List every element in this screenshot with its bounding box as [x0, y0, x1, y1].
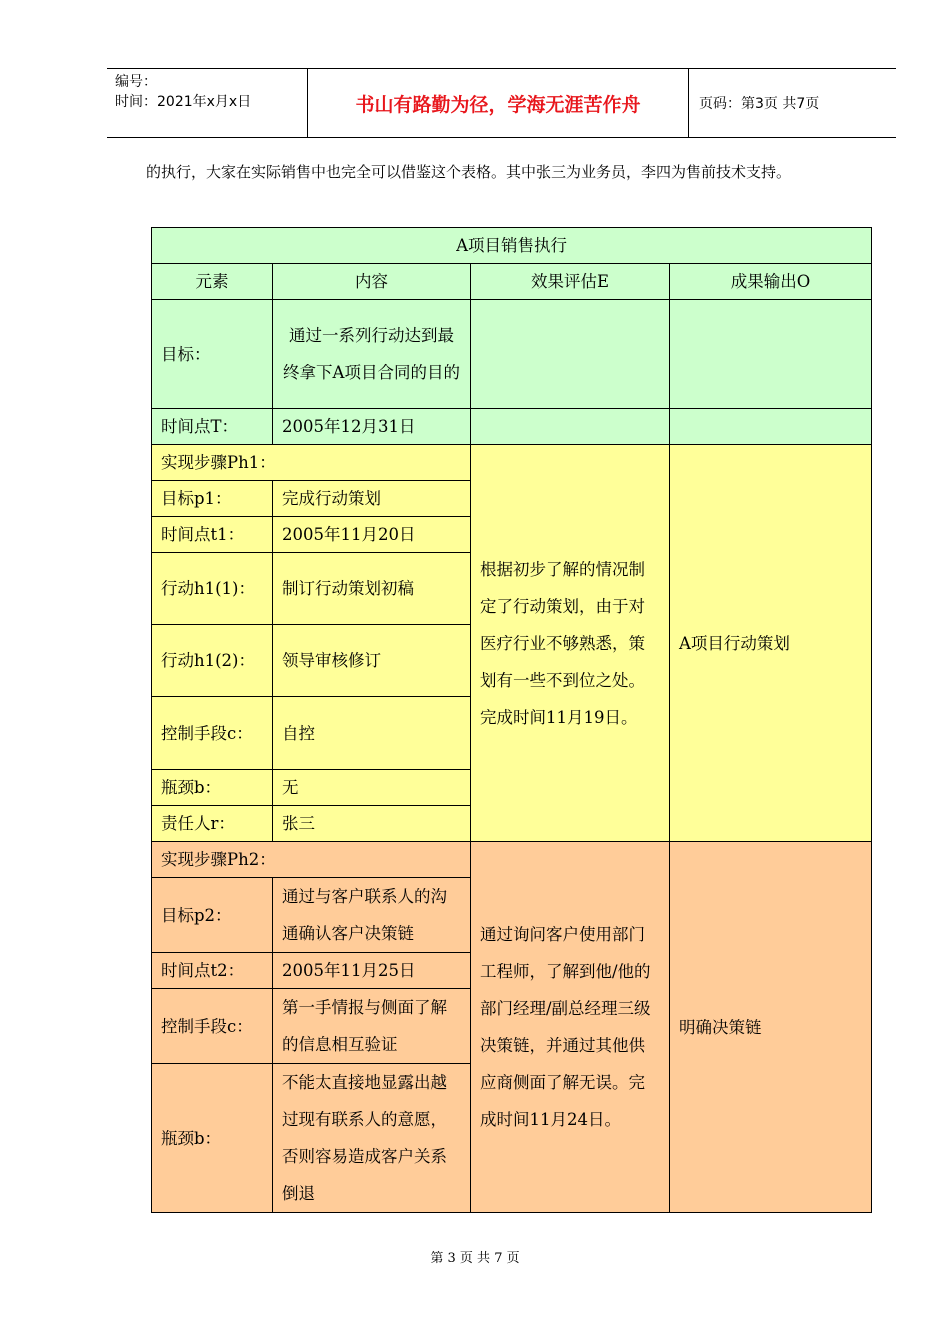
ph1-row-label: 行动h1(2)：	[152, 625, 273, 697]
page-label: 页码：第3页 共7页	[699, 96, 820, 112]
header-content: 内容	[273, 264, 471, 300]
ph1-evaluation: 根据初步了解的情况制定了行动策划，由于对医疗行业不够熟悉，策划有一些不到位之处。完成时间11月19日。	[471, 445, 670, 842]
ph1-row-value: 2005年11月20日	[273, 517, 471, 553]
table-header-row	[152, 264, 872, 300]
ph1-row-label: 瓶颈b：	[152, 770, 273, 806]
time-label: 时间点T：	[152, 409, 273, 445]
ph1-row-label: 控制手段c：	[152, 697, 273, 770]
intro-text: 的执行，大家在实际销售中也完全可以借鉴这个表格。其中张三为业务员，李四为售前技术支持。	[146, 163, 792, 181]
ph2-row-label: 时间点t2：	[152, 953, 273, 989]
ph1-row-label: 行动h1(1)：	[152, 553, 273, 625]
ph2-title-row	[152, 842, 872, 878]
ph1-row-value: 完成行动策划	[273, 481, 471, 517]
ph2-row-value: 不能太直接地显露出越过现有联系人的意愿，否则容易造成客户关系倒退	[273, 1064, 471, 1213]
goal-label: 目标：	[152, 300, 273, 409]
ph1-row-value: 张三	[273, 806, 471, 842]
time-evaluation	[471, 409, 670, 445]
time-label: 时间：2021年x月x日	[115, 94, 252, 110]
sales-execution-table	[151, 227, 872, 1213]
ph1-row-value: 制订行动策划初稿	[273, 553, 471, 625]
table-title: A项目销售执行	[152, 228, 872, 264]
header-evaluation: 效果评估E	[471, 264, 670, 300]
ph2-title: 实现步骤Ph2：	[152, 842, 471, 878]
ph2-row-value: 第一手情报与侧面了解的信息相互验证	[273, 989, 471, 1064]
ph2-output: 明确决策链	[670, 842, 872, 1213]
ph1-output: A项目行动策划	[670, 445, 872, 842]
header-element: 元素	[152, 264, 273, 300]
time-output	[670, 409, 872, 445]
page-header	[107, 68, 896, 138]
table-title-row	[152, 228, 872, 264]
ph1-row-label: 责任人r：	[152, 806, 273, 842]
time-value: 2005年12月31日	[273, 409, 471, 445]
motto: 书山有路勤为径，学海无涯苦作舟	[308, 69, 689, 137]
footer-text: 第 3 页 共 7 页	[430, 1251, 520, 1266]
header-meta	[107, 69, 308, 137]
table-row	[152, 409, 872, 445]
ph1-row-value: 领导审核修订	[273, 625, 471, 697]
goal-output	[670, 300, 872, 409]
page-footer	[0, 1247, 950, 1266]
goal-evaluation	[471, 300, 670, 409]
ph1-row-value: 自控	[273, 697, 471, 770]
ph2-row-value: 2005年11月25日	[273, 953, 471, 989]
goal-value: 通过一系列行动达到最终拿下A项目合同的目的	[273, 300, 471, 409]
ph1-title: 实现步骤Ph1：	[152, 445, 471, 481]
ph2-row-label: 目标p2：	[152, 878, 273, 953]
table-row	[152, 300, 872, 409]
ph2-row-value: 通过与客户联系人的沟通确认客户决策链	[273, 878, 471, 953]
ph1-row-value: 无	[273, 770, 471, 806]
ph2-row-label: 瓶颈b：	[152, 1064, 273, 1213]
ph2-row-label: 控制手段c：	[152, 989, 273, 1064]
number-label: 编号：	[115, 74, 157, 90]
header-output: 成果输出O	[670, 264, 872, 300]
ph1-row-label: 目标p1：	[152, 481, 273, 517]
ph1-row-label: 时间点t1：	[152, 517, 273, 553]
ph2-evaluation: 通过询问客户使用部门工程师，了解到他/他的部门经理/副总经理三级决策链，并通过其他供应商侧面了解无误。完成时间11月24日。	[471, 842, 670, 1213]
ph1-title-row	[152, 445, 872, 481]
